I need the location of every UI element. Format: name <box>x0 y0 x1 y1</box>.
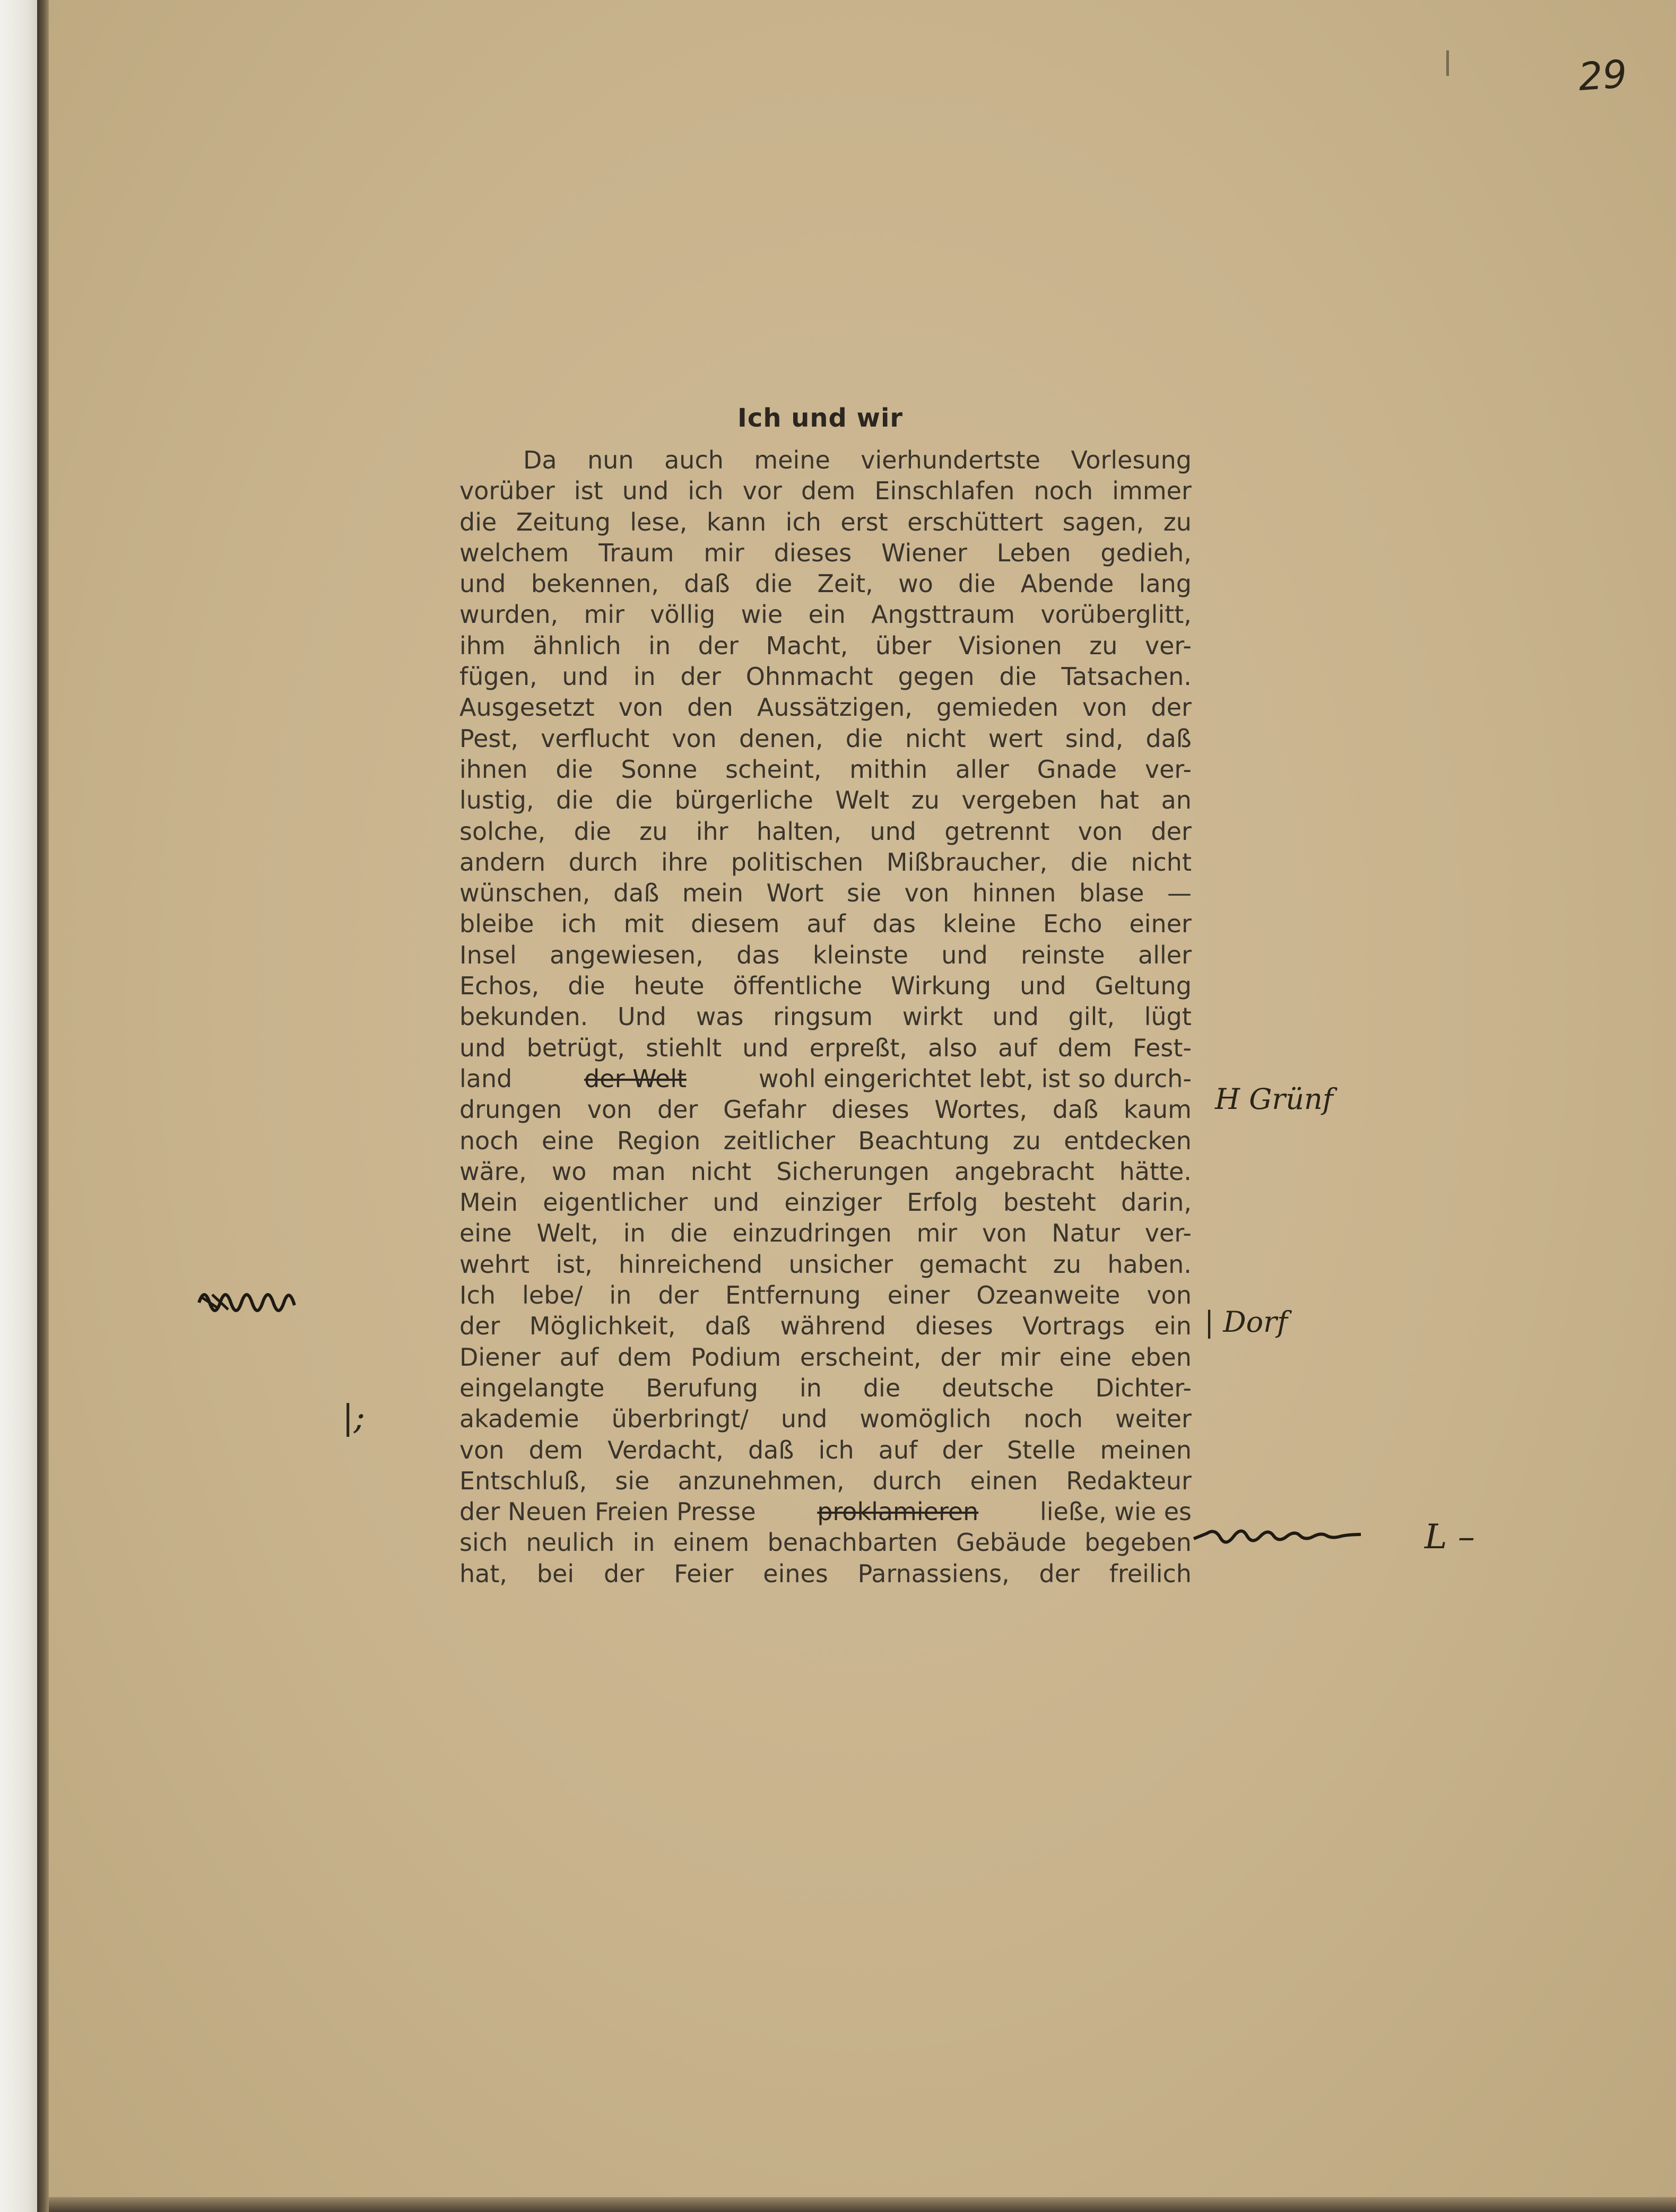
line-text: der Neuen Freien Presse <box>459 1497 756 1526</box>
text-line: solche, die zu ihr halten, und getrennt von der <box>459 817 1192 846</box>
margin-scribble <box>196 1284 297 1321</box>
line-text: wohl eingerichtet lebt, ist so durch- <box>758 1064 1192 1093</box>
text-line: wäre, wo man nicht Sicherungen angebracht hätte. <box>459 1157 1192 1186</box>
text-line: wehrt ist, hinreichend unsicher gemacht zu haben. <box>459 1250 1192 1279</box>
body-text <box>459 445 1192 1589</box>
margin-note: | Dorf <box>1204 1305 1288 1339</box>
margin-note: H Grünf <box>1215 1082 1333 1116</box>
text-line: wurden, mir völlig wie ein Angsttraum vorüberglitt, <box>459 600 1192 629</box>
text-line: drungen von der Gefahr dieses Wortes, daß kaum <box>459 1095 1192 1124</box>
text-line: und bekennen, daß die Zeit, wo die Abende lang <box>459 569 1192 598</box>
text-line: die Zeitung lese, kann ich erst erschüttert sagen, zu <box>459 507 1192 536</box>
corrected-line <box>459 1063 1192 1094</box>
page-title: Ich und wir <box>737 403 904 433</box>
text-line: Ausgesetzt von den Aussätzigen, gemieden von der <box>459 693 1192 722</box>
text-line: fügen, und in der Ohnmacht gegen die Tatsachen. <box>459 662 1192 691</box>
text-line: Da nun auch meine vierhundertste Vorlesung <box>523 446 1192 474</box>
text-line: bekunden. Und was ringsum wirkt und gilt, lügt <box>459 1002 1192 1031</box>
pencil-tick-mark <box>1446 50 1449 76</box>
text-line: noch eine Region zeitlicher Beachtung zu entdecken <box>459 1126 1192 1155</box>
struck-text: der Welt <box>584 1064 687 1093</box>
text-line: eingelangte Berufung in die deutsche Dichter- <box>459 1373 1192 1402</box>
page-bottom-edge <box>49 2197 1676 2212</box>
margin-note: L – <box>1425 1517 1475 1557</box>
text-line: bleibe ich mit diesem auf das kleine Echo einer <box>459 909 1192 939</box>
text-line: wünschen, daß mein Wort sie von hinnen blase — <box>459 879 1192 908</box>
text-line: von dem Verdacht, daß ich auf der Stelle meinen <box>459 1435 1192 1464</box>
text-line: der Möglichkeit, daß während dieses Vortrags ein <box>459 1312 1192 1341</box>
book-binding <box>0 0 37 2212</box>
text-line: lustig, die die bürgerliche Welt zu vergeben hat an <box>459 786 1192 815</box>
text-line: ihm ähnlich in der Macht, über Visionen zu ver- <box>459 631 1192 660</box>
struck-text: proklamieren <box>817 1497 979 1526</box>
text-line: welchem Traum mir dieses Wiener Leben gedieh, <box>459 538 1192 567</box>
text-line: hat, bei der Feier eines Parnassiens, der freilich <box>459 1559 1192 1588</box>
line-text: ließe, wie es <box>1040 1497 1192 1526</box>
text-line: Insel angewiesen, das kleinste und reinste aller <box>459 940 1192 969</box>
margin-note: |; <box>342 1398 366 1437</box>
text-line: Echos, die heute öffentliche Wirkung und Geltung <box>459 971 1192 1001</box>
text-line: akademie überbringt/ und womöglich noch weiter <box>459 1404 1192 1434</box>
line-text: land <box>459 1064 513 1093</box>
text-line: Ich lebe/ in der Entfernung einer Ozeanweite von <box>459 1281 1192 1310</box>
text-line: Pest, verflucht von denen, die nicht wert sind, daß <box>459 724 1192 753</box>
text-line: andern durch ihre politischen Mißbraucher, die nicht <box>459 847 1192 877</box>
text-line: eine Welt, in die einzudringen mir von Natur ver- <box>459 1219 1192 1248</box>
text-line: ihnen die Sonne scheint, mithin aller Gnade ver- <box>459 754 1192 784</box>
text-line: Diener auf dem Podium erscheint, der mir eine eben <box>459 1342 1192 1372</box>
text-line: und betrügt, stiehlt und erpreßt, also auf dem Fest- <box>459 1033 1192 1062</box>
text-line: sich neulich in einem benachbarten Gebäude begeben <box>459 1528 1192 1557</box>
margin-scribble <box>1191 1523 1366 1549</box>
text-line: Mein eigentlicher und einziger Erfolg besteht darin, <box>459 1188 1192 1217</box>
corrected-line <box>459 1496 1192 1527</box>
page-number: 29 <box>1577 51 1629 100</box>
binding-shadow <box>37 0 49 2212</box>
text-line: Entschluß, sie anzunehmen, durch einen Redakteur <box>459 1466 1192 1495</box>
text-line: vorüber ist und ich vor dem Einschlafen noch immer <box>459 476 1192 506</box>
